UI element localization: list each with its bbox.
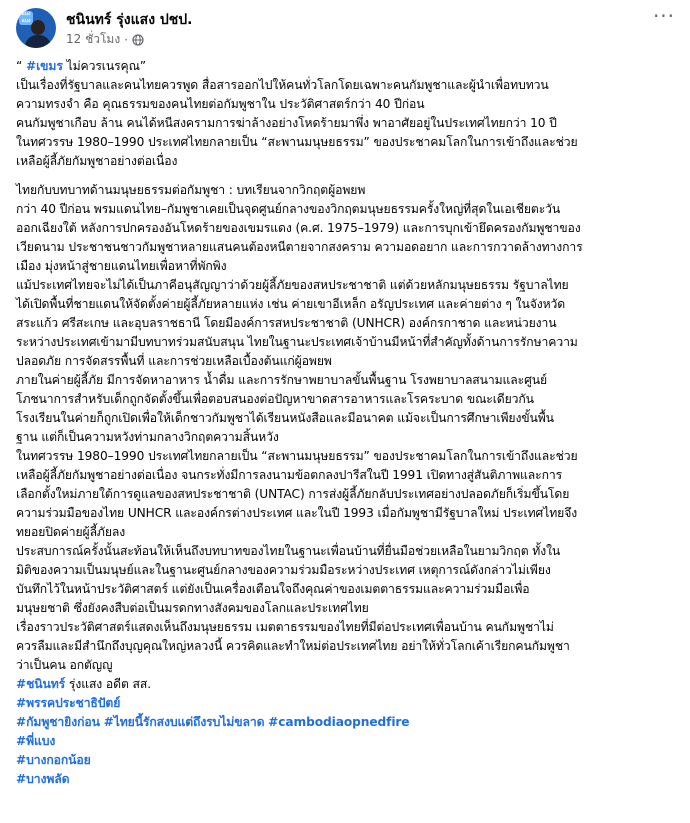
body-line: ระหว่างประเทศเข้ามามีบทบาทร่วมสนับสนุน ไทยในฐานะประเทศเจ้าบ้านมีหน้าที่สำคัญทั้งด้านการรักษาความ (16, 335, 578, 349)
body-line: มิติของความเป็นมนุษย์และในฐานะศูนย์กลางของความร่วมมือระหว่างประเทศ เหตุการณ์ดังกล่าวไม่เพียง (16, 563, 551, 577)
body-line: กว่า 40 ปีก่อน พรมแดนไทย–กัมพูชาเคยเป็นจุดศูนย์กลางของวิกฤตมนุษยธรรมครั้งใหญ่ที่สุดในเอเชียตะวัน (16, 202, 561, 216)
body-line: ความร่วมมือของไทย UNHCR และองค์กรต่างประเทศ และในปี 1993 เมื่อกัมพูชามีรัฐบาลใหม่ ประเทศไทยจึง (16, 506, 578, 520)
body-line: แม้ประเทศไทยจะไม่ได้เป็นภาคีอนุสัญญาว่าด้วยผู้ลี้ภัยของสหประชาชาติ แต่ด้วยหลักมนุษยธรรม รัฐบาลไทย (16, 278, 569, 292)
body-line: ว่าเป็นคน อกตัญญู (16, 658, 113, 672)
hashtag-line (16, 751, 682, 770)
post-headline: “ #เขมร ไม่ควรเนรคุณ” (16, 59, 146, 73)
body-line: ทยอยปิดค่ายผู้ลี้ภัยลง (16, 525, 126, 539)
body-line: เลือกตั้งใหม่ภายใต้การดูแลของสหประชาชาติ (UNTAC) การส่งผู้ลี้ภัยกลับประเทศอย่างปลอดภัยก็เริ่มขึ้นโดย (16, 487, 570, 501)
more-options-icon[interactable]: ··· (652, 4, 676, 28)
body-line: เวียดนาม ประชาชนชาวกัมพูชาหลายแสนคนต้องหนีตายจากสงคราม ความอดอยาก และการกวาดล้างทางการ (16, 240, 583, 254)
body-line: ออกเฉียงใต้ หลังการปกครองอันโหดร้ายของเขมรแดง (ค.ศ. 1975–1979) และการบุกเข้ายึดครองกัมพูชาของ (16, 221, 581, 235)
globe-icon (132, 34, 144, 46)
hashtag-cambodia-fired-first[interactable]: #กัมพูชายิงก่อน (16, 715, 100, 729)
post-content (16, 57, 682, 789)
avatar-badge: แบง แบง (19, 11, 33, 25)
intro-line: ความทรงจำ คือ คุณธรรมของคนไทยต่อกัมพูชาใน ประวัติศาสตร์กว่า 40 ปีก่อน (16, 97, 425, 111)
hashtag-suffix-text: รุ่งแสง อดีต สส. (65, 677, 152, 691)
body-line: ภายในค่ายผู้ลี้ภัย มีการจัดหาอาหาร น้ำดื่ม และการรักษาพยาบาลขั้นพื้นฐาน โรงพยาบาลสนามและศูนย์ (16, 373, 548, 387)
body-line: มนุษยชาติ ซึ่งยังคงสืบต่อเป็นมรดกทางสังคมของโลกและประเทศไทย (16, 601, 369, 615)
hashtag-chanin[interactable]: #ชนินทร์ (16, 677, 66, 691)
author-name[interactable]: ชนินทร์ รุ่งแสง ปชป. (66, 12, 193, 28)
post-header (0, 0, 690, 58)
body-line: ประสบการณ์ครั้งนั้นสะท้อนให้เห็นถึงบทบาทของไทยในฐานะเพื่อนบ้านที่ยื่นมือช่วยเหลือในยามวิกฤต ทั้งใน (16, 544, 561, 558)
hashtag-bangkok-noi[interactable]: #บางกอกน้อย (16, 753, 91, 767)
hashtag-khmer[interactable]: #เขมร (26, 59, 63, 73)
hashtag-line (16, 675, 682, 694)
body-line: ควรลืมและมีสำนึกถึงบุญคุณใหญ่หลวงนี้ ควรคิดและทำใหม่ต่อประเทศไทย อย่าให้ทั่วโลกเค้าเรียกคนกัมพูชา (16, 639, 570, 653)
body-line: สระแก้ว ศรีสะเกษ และอุบลราชธานี โดยมีองค์การสหประชาชาติ (UNHCR) องค์กรกาชาด และหน่วยงาน (16, 316, 557, 330)
body-line: เมือง มุ่งหน้าสู่ชายแดนไทยเพื่อหาที่พักพิง (16, 259, 227, 273)
hashtag-line (16, 694, 682, 713)
avatar[interactable] (16, 8, 56, 48)
intro-line: เหลือผู้ลี้ภัยกัมพูชาอย่างต่อเนื่อง (16, 154, 178, 168)
hashtag-line (16, 770, 682, 789)
body-line: โรงเรียนในค่ายก็ถูกเปิดเพื่อให้เด็กชาวกัมพูชาได้เรียนหนังสือและมีอนาคต แม้จะเป็นการศึกษาเพียงขั้นพื้น (16, 411, 554, 425)
body-line: ไทยกับบทบาทด้านมนุษยธรรมต่อกัมพูชา : บทเรียนจากวิกฤตผู้อพยพ (16, 183, 366, 197)
body-line: โภชนาการสำหรับเด็กถูกจัดตั้งขึ้นเพื่อตอบสนองต่อปัญหาขาดสารอาหารและโรคระบาด ขณะเดียวกัน (16, 392, 534, 406)
paragraph-gap (16, 171, 682, 181)
body-line: เรื่องราวประวัติศาสตร์แสดงเห็นถึงมนุษยธรรม เมตตาธรรมของไทยที่มีต่อประเทศเพื่อนบ้าน คนกัมพูชาไม่ (16, 620, 554, 634)
hashtag-democrat-party[interactable]: #พรรคประชาธิปัตย์ (16, 696, 121, 710)
meta-dot: · (124, 32, 129, 47)
hashtag-bang-phlat[interactable]: #บางพลัด (16, 772, 70, 786)
intro-line: คนกัมพูชาเกือบ ล้าน คนได้หนีสงครามการฆ่าล้างอย่างโหดร้ายมาพึ่ง พาอาศัยอยู่ในประเทศไทยกว่า 10 ปี (16, 116, 557, 130)
post-time[interactable]: 12 ชั่วโมง (66, 32, 121, 46)
avatar-head (31, 20, 45, 35)
body-line: ในทศวรรษ 1980–1990 ประเทศไทยกลายเป็น “สะพานมนุษยธรรม” ของประชาคมโลกในการเข้าถึงและช่วย (16, 449, 578, 463)
body-line: เหลือผู้ลี้ภัยกัมพูชาอย่างต่อเนื่อง จนกระทั่งมีการลงนามข้อตกลงปารีสในปี 1991 เปิดทางสู่สันติภาพและการ (16, 468, 563, 482)
hashtag-line (16, 732, 682, 751)
body-line: บันทึกไว้ในหน้าประวัติศาสตร์ แต่ยังเป็นเครื่องเตือนใจถึงคุณค่าของเมตตาธรรมและความร่วมมือเพื่อ (16, 582, 530, 596)
body-line: ปลอดภัย การจัดสรรพื้นที่ และการช่วยเหลือเบื้องต้นแก่ผู้อพยพ (16, 354, 332, 368)
hashtag-line (16, 713, 682, 732)
body-line: ฐาน แต่ก็เป็นความหวังท่ามกลางวิกฤตความสิ้นหวัง (16, 430, 279, 444)
intro-line: เป็นเรื่องที่รัฐบาลและคนไทยควรพูด สื่อสารออกไปให้คนทั่วโลกโดยเฉพาะคนกัมพูชาและผู้นำเพื่อทบทวน (16, 78, 549, 92)
post-meta (66, 30, 144, 49)
hashtag-cambodia-opened-fire[interactable]: #cambodiaopnedfire (268, 715, 410, 729)
hashtag-pee-bang[interactable]: #พี่แบง (16, 734, 56, 748)
body-line: ได้เปิดพื้นที่ชายแดนให้จัดตั้งค่ายผู้ลี้ภัยหลายแห่ง เช่น ค่ายเขาอีเหล็ก อรัญประเทศ และค่ายต่าง ๆ ในจังหวัด (16, 297, 566, 311)
intro-line: ในทศวรรษ 1980–1990 ประเทศไทยกลายเป็น “สะพานมนุษยธรรม” ของประชาคมโลกในการเข้าถึงและช่วย (16, 135, 578, 149)
avatar-body (25, 35, 51, 48)
hashtag-thai-peace[interactable]: #ไทยนี้รักสงบแต่ถึงรบไม่ขลาด (103, 715, 265, 729)
